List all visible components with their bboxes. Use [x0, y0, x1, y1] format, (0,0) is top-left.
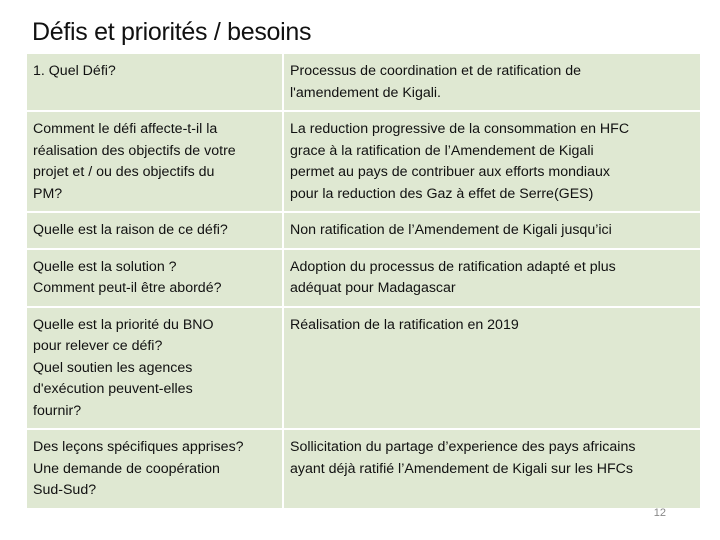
- answer-line: adéquat pour Madagascar: [290, 280, 456, 296]
- question-line: Comment peut-il être abordé?: [33, 280, 222, 296]
- question-line: pour relever ce défi?: [33, 338, 163, 354]
- answer-line: pour la reduction des Gaz à effet de Serre(GES): [290, 185, 594, 202]
- answer-line: l'amendement de Kigali.: [290, 84, 441, 101]
- question-cell: [27, 54, 283, 111]
- question-line: d'exécution peuvent-elles: [33, 381, 193, 397]
- answer-line: La reduction progressive de la consommation en HFC: [290, 121, 630, 137]
- table-row: [27, 429, 700, 509]
- question-line: 1. Quel Défi?: [33, 63, 116, 79]
- answer-line: ayant déjà ratifié l’Amendement de Kigali sur les HFCs: [290, 460, 634, 477]
- question-line: Quelle est la priorité du BNO: [33, 316, 214, 333]
- question-line: projet et / ou des objectifs du: [33, 164, 215, 180]
- question-line: PM?: [33, 185, 63, 202]
- question-line: fournir?: [33, 402, 82, 419]
- answer-cell: [283, 307, 700, 430]
- table-row: [27, 249, 700, 307]
- table-row: [27, 111, 700, 212]
- question-line: Comment le défi affecte-t-il la: [33, 121, 218, 137]
- question-line: Quel soutien les agences: [33, 359, 193, 376]
- question-cell: [27, 249, 283, 307]
- slide-title: Défis et priorités / besoins: [32, 18, 312, 46]
- answer-cell: [283, 429, 700, 509]
- question-line: Quelle est la raison de ce défi?: [33, 222, 228, 238]
- answer-line: Adoption du processus de ratification adapté et plus: [290, 258, 616, 275]
- answer-line: Processus de coordination et de ratification de: [290, 63, 582, 79]
- answer-cell: [283, 111, 700, 212]
- question-line: Des leçons spécifiques apprises?: [33, 439, 244, 455]
- answer-cell: [283, 212, 700, 249]
- answer-line: grace à la ratification de l’Amendement de Kigali: [290, 142, 594, 159]
- answer-line: Non ratification de l’Amendement de Kigali jusqu’ici: [290, 222, 612, 238]
- answer-line: Réalisation de la ratification en 2019: [290, 316, 519, 333]
- question-line: Une demande de coopération: [33, 460, 220, 477]
- question-cell: [27, 212, 283, 249]
- answer-cell: [283, 249, 700, 307]
- question-line: Quelle est la solution ?: [33, 258, 177, 275]
- question-line: Sud-Sud?: [33, 482, 97, 498]
- question-cell: [27, 307, 283, 430]
- answer-cell: [283, 54, 700, 111]
- page-number: 12: [653, 507, 666, 519]
- challenges-table: [27, 54, 700, 510]
- table-row: [27, 54, 700, 111]
- table-row: [27, 212, 700, 249]
- answer-line: permet au pays de contribuer aux efforts mondiaux: [290, 164, 610, 180]
- answer-line: Sollicitation du partage d’experience des pays africains: [290, 439, 636, 455]
- question-cell: [27, 429, 283, 509]
- table-row: [27, 307, 700, 430]
- question-line: réalisation des objectifs de votre: [33, 142, 236, 159]
- question-cell: [27, 111, 283, 212]
